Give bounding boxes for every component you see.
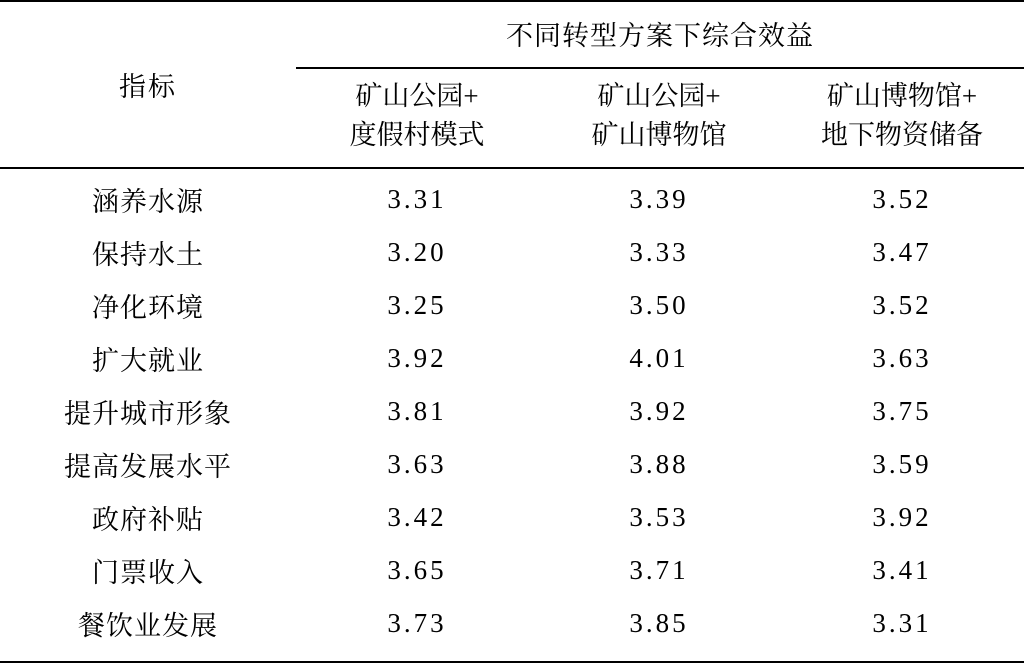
row-value-scheme-3: 3.47: [872, 237, 932, 268]
column-header-scheme-1: [296, 69, 538, 167]
row-value-scheme-1: 3.73: [387, 608, 447, 639]
row-value-scheme-2: 3.50: [629, 290, 689, 321]
row-value-scheme-3: 3.92: [872, 502, 932, 533]
table-row: [0, 226, 1024, 279]
row-label: 涵养水源: [92, 187, 204, 218]
row-value-scheme-2: 3.33: [629, 237, 689, 268]
table-body: [0, 169, 1024, 670]
row-value-scheme-3: 3.31: [872, 608, 932, 639]
table-row: [0, 173, 1024, 226]
row-label: 餐饮业发展: [78, 611, 218, 642]
column-header-scheme-1-line1: 矿山公园+: [355, 81, 479, 111]
row-value-scheme-2: 3.39: [629, 184, 689, 215]
column-header-scheme-3: [780, 69, 1024, 167]
row-value-scheme-1: 3.31: [387, 184, 447, 215]
row-value-scheme-1: 3.42: [387, 502, 447, 533]
indicator-column-header: 指标: [119, 72, 177, 103]
table-row: [0, 279, 1024, 332]
row-label: 净化环境: [92, 293, 204, 324]
row-value-scheme-1: 3.81: [387, 396, 447, 427]
group-title-row: [0, 2, 1024, 67]
column-header-scheme-3-line1: 矿山博物馆+: [826, 81, 978, 111]
row-value-scheme-2: 3.88: [629, 449, 689, 480]
row-value-scheme-2: 3.92: [629, 396, 689, 427]
column-header-scheme-2-line1: 矿山公园+: [597, 81, 721, 111]
row-label: 扩大就业: [92, 346, 204, 377]
rule-line: [0, 661, 1024, 663]
row-value-scheme-2: 4.01: [629, 343, 689, 374]
column-header-scheme-2-line2: 矿山博物馆: [591, 120, 727, 151]
row-value-scheme-3: 3.75: [872, 396, 932, 427]
table-row: [0, 385, 1024, 438]
row-value-scheme-3: 3.41: [872, 555, 932, 586]
column-header-scheme-2: [538, 69, 780, 167]
row-value-scheme-1: 3.20: [387, 237, 447, 268]
table-bottom-rule-row: [0, 654, 1024, 670]
row-label: 门票收入: [92, 558, 204, 589]
table-header: [0, 0, 1024, 169]
table-row: [0, 332, 1024, 385]
row-label: 提升城市形象: [64, 399, 232, 430]
table-row: [0, 544, 1024, 597]
column-header-scheme-3-line2: 地下物资储备: [821, 120, 983, 151]
row-value-scheme-2: 3.71: [629, 555, 689, 586]
row-value-scheme-1: 3.25: [387, 290, 447, 321]
row-label: 保持水土: [92, 240, 204, 271]
group-header-label: 不同转型方案下综合效益: [506, 21, 814, 51]
row-value-scheme-3: 3.63: [872, 343, 932, 374]
column-header-scheme-1-line2: 度假村模式: [349, 120, 485, 151]
row-value-scheme-1: 3.92: [387, 343, 447, 374]
row-value-scheme-3: 3.52: [872, 290, 932, 321]
row-value-scheme-2: 3.53: [629, 502, 689, 533]
table-row: [0, 597, 1024, 650]
table-row: [0, 491, 1024, 544]
table-row: [0, 438, 1024, 491]
table-bottom-rule: [0, 654, 1024, 670]
row-label: 政府补贴: [92, 505, 204, 536]
row-value-scheme-1: 3.65: [387, 555, 447, 586]
row-value-scheme-3: 3.52: [872, 184, 932, 215]
row-value-scheme-1: 3.63: [387, 449, 447, 480]
row-value-scheme-3: 3.59: [872, 449, 932, 480]
row-value-scheme-2: 3.85: [629, 608, 689, 639]
row-label: 提高发展水平: [64, 452, 232, 483]
